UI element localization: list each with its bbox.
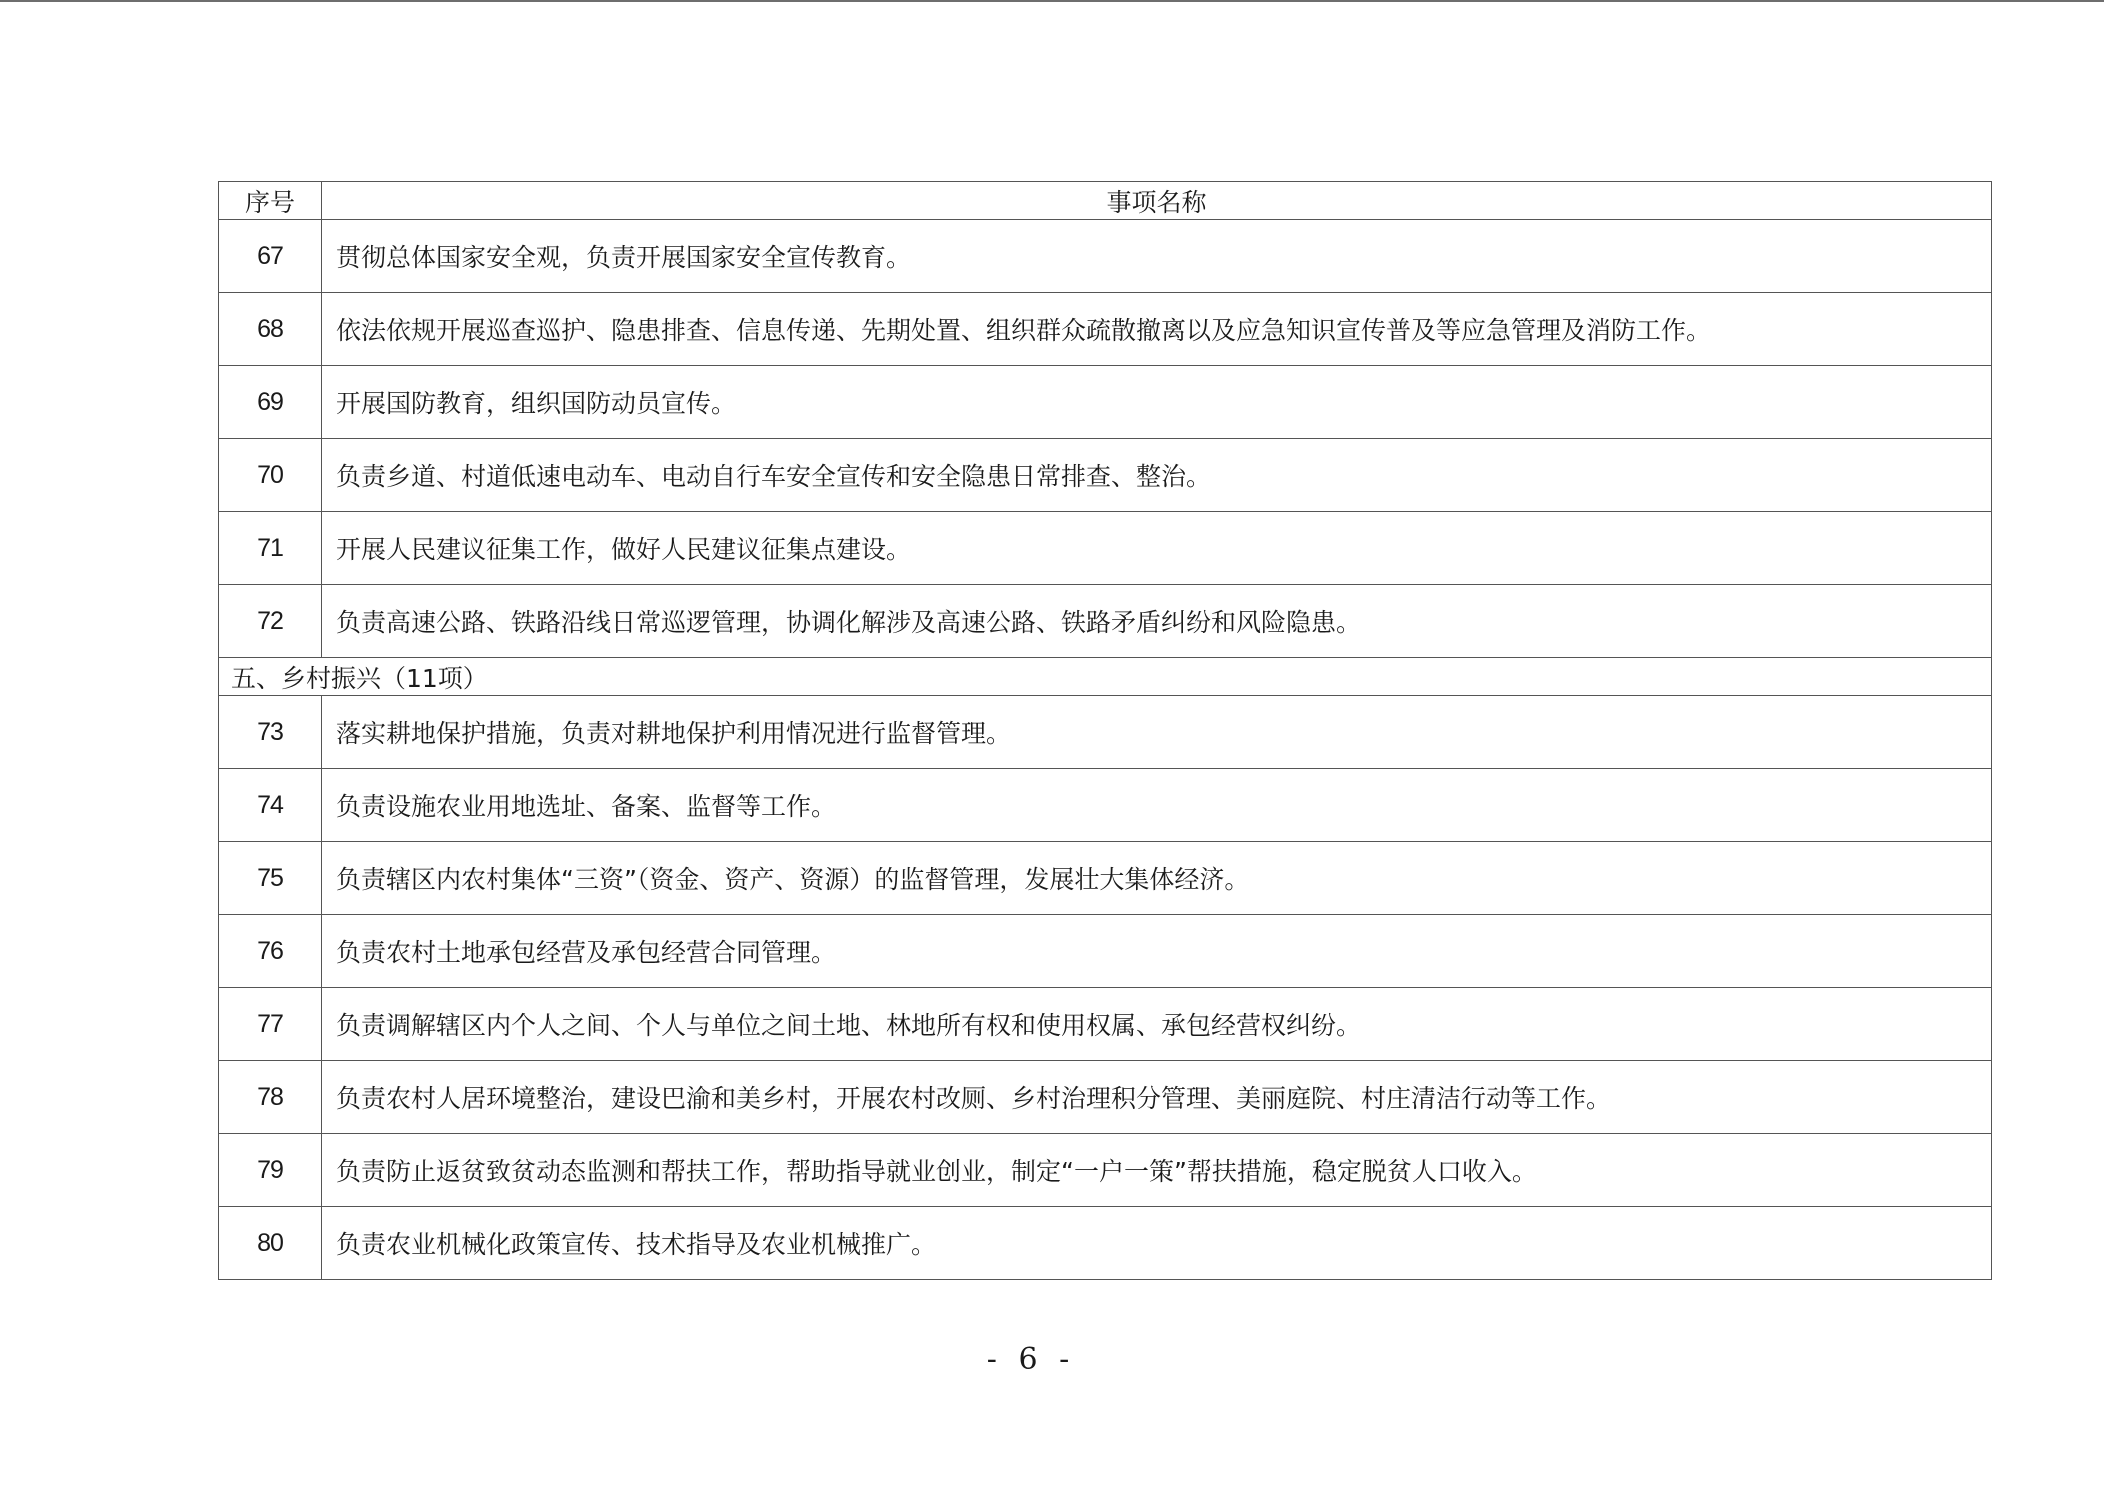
table-row (219, 769, 1992, 842)
row-number: 69 (219, 366, 322, 439)
page-number: - 6 - (986, 1342, 1076, 1377)
row-text: 负责农村人居环境整治，建设巴渝和美乡村，开展农村改厕、乡村治理积分管理、美丽庭院、村庄清洁行动等工作。 (322, 1061, 1992, 1134)
table-row (219, 293, 1992, 366)
row-text: 负责农村土地承包经营及承包经营合同管理。 (322, 915, 1992, 988)
row-text: 负责农业机械化政策宣传、技术指导及农业机械推广。 (322, 1207, 1992, 1280)
table-row (219, 988, 1992, 1061)
table-row (219, 696, 1992, 769)
header-number: 序号 (219, 182, 322, 220)
row-number: 70 (219, 439, 322, 512)
table-row (219, 366, 1992, 439)
row-number: 76 (219, 915, 322, 988)
row-text: 开展人民建议征集工作，做好人民建议征集点建设。 (322, 512, 1992, 585)
row-number: 78 (219, 1061, 322, 1134)
row-text: 负责防止返贫致贫动态监测和帮扶工作，帮助指导就业创业，制定“一户一策”帮扶措施，稳定脱贫人口收入。 (322, 1134, 1992, 1207)
table-row (219, 220, 1992, 293)
table-row (219, 1207, 1992, 1280)
row-number: 72 (219, 585, 322, 658)
table-header-row (219, 182, 1992, 220)
header-matter-name: 事项名称 (322, 182, 1992, 220)
matters-table (218, 181, 1992, 1280)
row-text: 负责调解辖区内个人之间、个人与单位之间土地、林地所有权和使用权属、承包经营权纠纷。 (322, 988, 1992, 1061)
table-body (219, 220, 1992, 1280)
table-row (219, 585, 1992, 658)
row-text: 负责乡道、村道低速电动车、电动自行车安全宣传和安全隐患日常排查、整治。 (322, 439, 1992, 512)
row-text: 负责辖区内农村集体“三资”（资金、资产、资源）的监督管理，发展壮大集体经济。 (322, 842, 1992, 915)
row-text: 贯彻总体国家安全观，负责开展国家安全宣传教育。 (322, 220, 1992, 293)
row-text: 负责设施农业用地选址、备案、监督等工作。 (322, 769, 1992, 842)
row-number: 68 (219, 293, 322, 366)
row-number: 67 (219, 220, 322, 293)
table-row (219, 439, 1992, 512)
table-row (219, 1061, 1992, 1134)
table-row (219, 1134, 1992, 1207)
row-text: 依法依规开展巡查巡护、隐患排查、信息传递、先期处置、组织群众疏散撤离以及应急知识宣传普及等应急管理及消防工作。 (322, 293, 1992, 366)
row-number: 75 (219, 842, 322, 915)
row-text: 负责高速公路、铁路沿线日常巡逻管理，协调化解涉及高速公路、铁路矛盾纠纷和风险隐患。 (322, 585, 1992, 658)
row-text: 开展国防教育，组织国防动员宣传。 (322, 366, 1992, 439)
table-row (219, 842, 1992, 915)
row-number: 79 (219, 1134, 322, 1207)
table-row (219, 512, 1992, 585)
row-number: 73 (219, 696, 322, 769)
row-number: 71 (219, 512, 322, 585)
row-text: 落实耕地保护措施，负责对耕地保护利用情况进行监督管理。 (322, 696, 1992, 769)
row-number: 74 (219, 769, 322, 842)
section-heading: 五、乡村振兴（11项） (219, 658, 1992, 696)
row-number: 80 (219, 1207, 322, 1280)
row-number: 77 (219, 988, 322, 1061)
section-heading-row (219, 658, 1992, 696)
top-border-line (0, 0, 2104, 2)
table-row (219, 915, 1992, 988)
